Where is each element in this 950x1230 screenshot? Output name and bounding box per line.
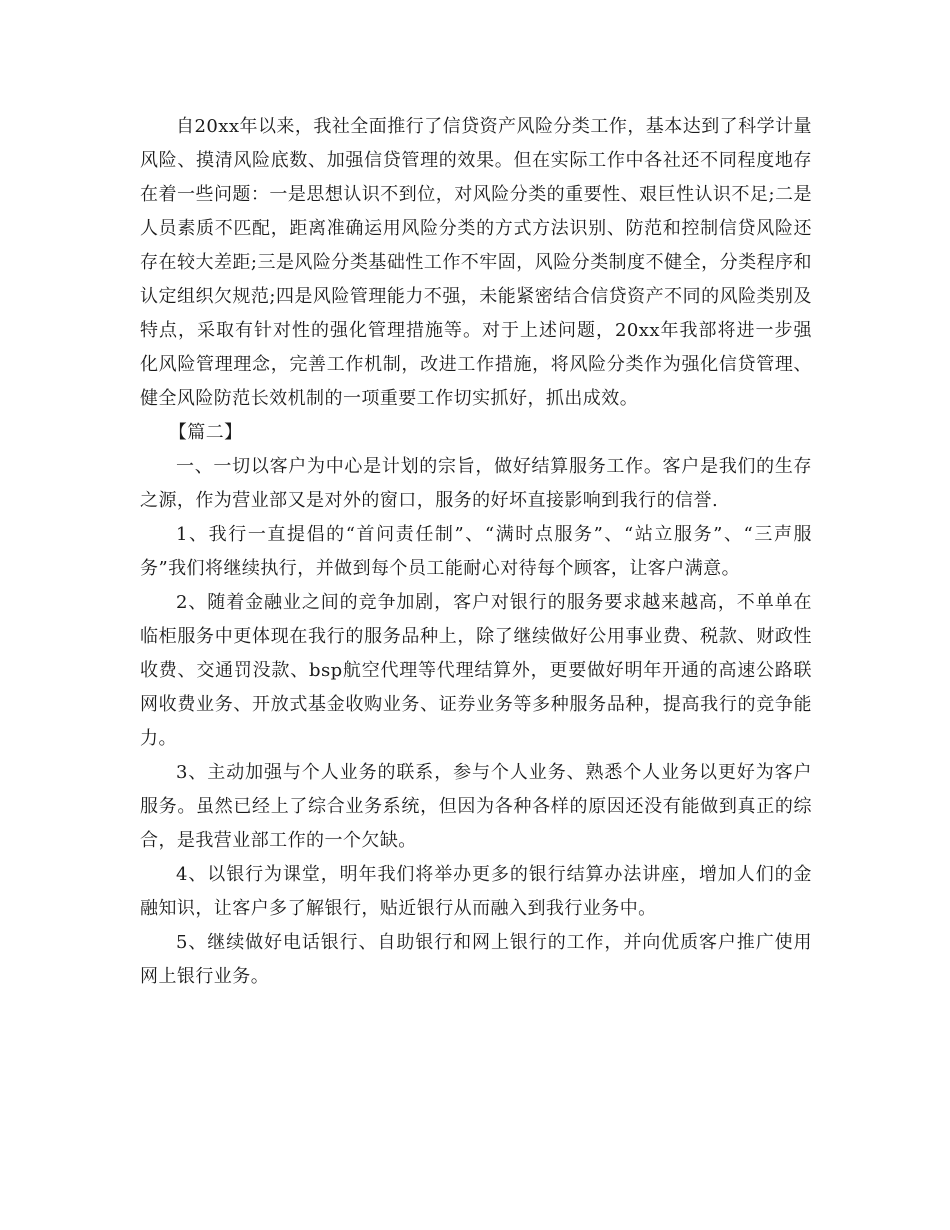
document-body [140, 110, 812, 994]
paragraph-item-2: 2、随着金融业之间的竞争加剧，客户对银行的服务要求越来越高，不单单在临柜服务中更体现在我行的服务品种上，除了继续做好公用事业费、税款、财政性收费、交通罚没款、bsp航空代理等代理结算外，更要做好明年开通的高速公路联网收费业务、开放式基金收购业务、证券业务等多种服务品种，提高我行的竞争能力。 [140, 592, 812, 749]
paragraph-item-4: 4、以银行为课堂，明年我们将举办更多的银行结算办法讲座，增加人们的金融知识，让客户多了解银行，贴近银行从而融入到我行业务中。 [140, 864, 812, 919]
paragraph-item-3: 3、主动加强与个人业务的联系，参与个人业务、熟悉个人业务以更好为客户服务。虽然已经上了综合业务系统，但因为各种各样的原因还没有能做到真正的综合，是我营业部工作的一个欠缺。 [140, 762, 812, 851]
paragraph-risk-classification: 自20xx年以来，我社全面推行了信贷资产风险分类工作，基本达到了科学计量风险、摸清风险底数、加强信贷管理的效果。但在实际工作中各社还不同程度地存在着一些问题：一是思想认识不到位，对风险分类的重要性、艰巨性认识不足;二是人员素质不匹配，距离准确运用风险分类的方式方法识别、防范和控制信贷风险还存在较大差距;三是风险分类基础性工作不牢固，风险分类制度不健全，分类程序和认定组织欠规范;四是风险管理能力不强，未能紧密结合信贷资产不同的风险类别及特点，采取有针对性的强化管理措施等。对于上述问题，20xx年我部将进一步强化风险管理理念，完善工作机制，改进工作措施，将风险分类作为强化信贷管理、健全风险防范长效机制的一项重要工作切实抓好，抓出成效。 [140, 116, 812, 409]
paragraph-customer-centered: 一、一切以客户为中心是计划的宗旨，做好结算服务工作。客户是我们的生存之源，作为营业部又是对外的窗口，服务的好坏直接影响到我行的信誉. [140, 456, 812, 511]
paragraph-item-5: 5、继续做好电话银行、自助银行和网上银行的工作，并向优质客户推广使用网上银行业务。 [140, 932, 812, 987]
section-heading-part-two: 【篇二】 [168, 422, 243, 443]
paragraph-item-1: 1、我行一直提倡的“首问责任制”、“满时点服务”、“站立服务”、“三声服务”我们将继续执行，并做到每个员工能耐心对待每个顾客，让客户满意。 [140, 524, 812, 579]
